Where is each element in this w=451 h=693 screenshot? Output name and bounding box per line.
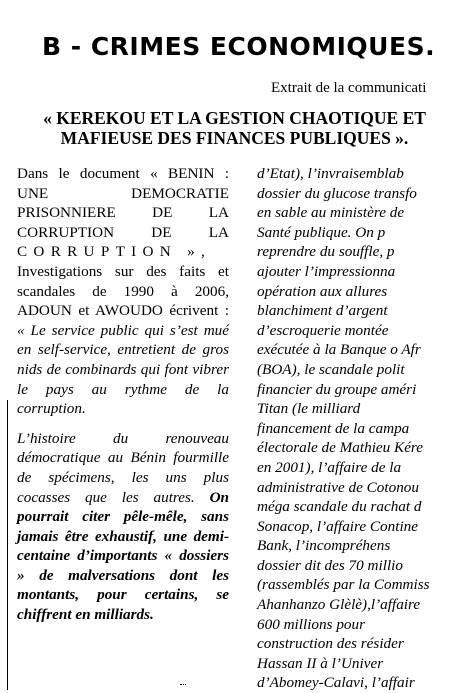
paragraph-2-italic: L’histoire du renouveau démocratique au Bénin fourmille de spécimens, les uns plus cocasses que les autres. xyxy=(17,429,229,506)
article-title-line-1: « KEREKOU ET LA GESTION CHAOTIQUE ET xyxy=(43,108,426,128)
text-line: Hassan II à l’Univer xyxy=(257,654,384,672)
text-line: méga scandale du rachat d xyxy=(257,498,422,516)
text-line: financement de la campa xyxy=(257,419,410,437)
text-line: d’Abomey-Calavi, l’affair xyxy=(257,674,415,692)
text-line: (BOA), le scandale polit xyxy=(257,360,405,378)
page-edge-mark xyxy=(180,684,186,688)
left-column xyxy=(17,164,229,625)
text-line: ajouter l’impressionna xyxy=(257,262,396,280)
text-line: opération aux allures xyxy=(257,282,388,300)
margin-rule xyxy=(7,400,8,690)
text-line: CORRUPTION », xyxy=(17,243,212,261)
text-line: en sable au ministère de xyxy=(257,204,405,222)
paragraph-1 xyxy=(17,164,229,419)
text-line: Titan (le milliard xyxy=(257,400,361,418)
article-title-line-2: MAFIEUSE DES FINANCES PUBLIQUES ». xyxy=(60,128,409,148)
text-line: PRISONNIERE DE LA xyxy=(17,204,229,222)
text-line: dossier du glucose transfo xyxy=(257,184,417,202)
text-line: Sonacop, l’affaire Contine xyxy=(257,517,418,535)
text-line: blanchiment d’argent xyxy=(257,302,388,320)
text-line: financier du groupe améri xyxy=(257,380,417,398)
text-line: électorale de Mathieu Kére xyxy=(257,439,424,457)
text-line: UNE DEMOCRATIE xyxy=(17,184,229,202)
right-column xyxy=(257,164,451,693)
text-line: Bank, l’incompréhens xyxy=(257,537,391,555)
text-line: d’escroquerie montée xyxy=(257,321,389,339)
text-line: (rassemblés par la Commiss xyxy=(257,576,430,594)
text-line: CORRUPTION DE LA xyxy=(17,223,229,241)
paragraph-1-quote: « Le service public qui s’est mué en self-service, entretient de gros nids de combinards qui font vibrer le pays au rythme de la corruption. xyxy=(17,321,229,418)
section-heading: B - CRIMES ECONOMIQUES. xyxy=(42,32,436,61)
text-line: exécutée à la Banque o Afr xyxy=(257,341,421,359)
text-line: reprendre du souffle, p xyxy=(257,243,395,261)
text-line: dossier dit des 70 millio xyxy=(257,556,403,574)
text-line: 600 millions pour xyxy=(257,615,366,633)
text-line: Santé publique. On p xyxy=(257,223,386,241)
text-line: construction des résider xyxy=(257,635,404,653)
text-line: Ahanhanzo Glèlè),l’affaire xyxy=(257,596,421,614)
paragraph-1-body: Investigations sur des faits et scandales de 1990 à 2006, ADOUN et AWOUDO écrivent : xyxy=(17,262,229,320)
text-line: administrative de Cotonou xyxy=(257,478,419,496)
text-line: Dans le document « BENIN : xyxy=(17,165,229,182)
source-note: Extrait de la communicati xyxy=(271,80,427,96)
paragraph-2 xyxy=(17,429,229,625)
paragraph-2-bold: On pourrait citer pêle-mêle, sans jamais être exhaustif, une demi-centaine d’importants « dossiers » de malversations dont les montants, pour certains, se chiffrent en milliards. xyxy=(17,488,229,624)
text-line: en 2001), l’affaire de la xyxy=(257,458,402,476)
text-line: d’Etat), l’invraisemblab xyxy=(257,165,404,182)
